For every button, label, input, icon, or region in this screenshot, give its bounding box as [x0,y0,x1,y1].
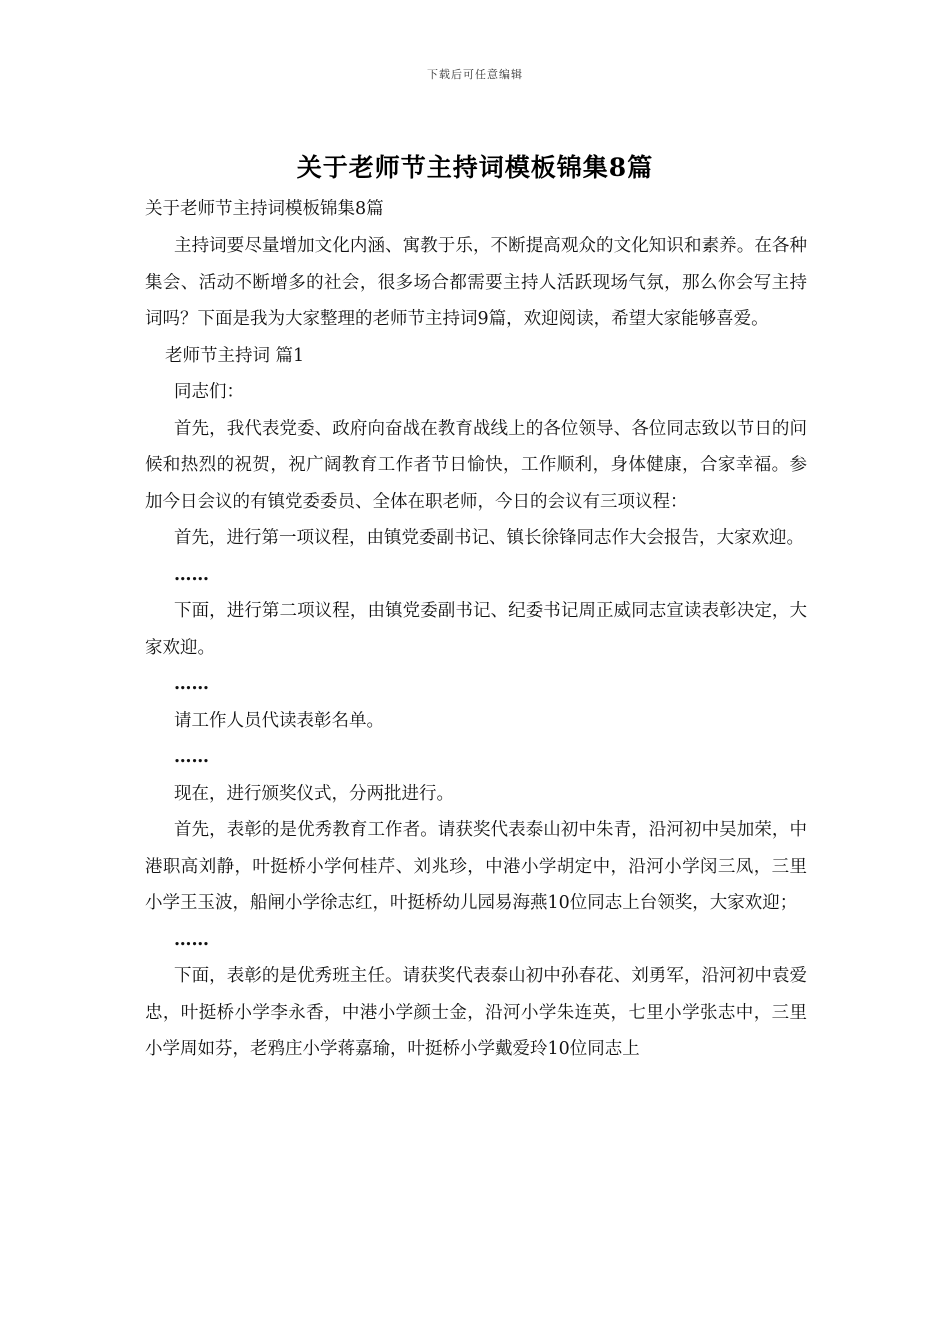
paragraph: 同志们： [174,382,244,402]
ellipsis: …… [174,747,209,767]
paragraph: 现在，进行颁奖仪式，分两批进行。 [174,783,454,804]
paragraph: 首先，表彰的是优秀教育工作者。请获奖代表泰山初中朱青，沿河初中吴加荣，中港职高刘静，叶挺桥小学何桂芹、刘兆珍，中港小学胡定中，沿河小学闵三凤，三里小学王玉波，船闸小学徐志红，叶挺桥幼儿园易海燕10位同志上台领奖，大家欢迎； [145,820,807,913]
section-heading: 老师节主持词 篇1 [165,345,305,366]
document-body [145,196,807,1068]
paragraph: 首先，我代表党委、政府向奋战在教育战线上的各位领导、各位同志致以节日的问候和热烈的祝贺，祝广阔教育工作者节日愉快，工作顺利，身体健康，合家幸福。参加今日会议的有镇党委委员、全体在职老师，今日的会议有三项议程： [145,418,807,512]
ellipsis: …… [174,674,209,694]
ellipsis: …… [174,929,209,950]
intro-paragraph: 主持词要尽量增加文化内涵、寓教于乐，不断提高观众的文化知识和素养。在各种集会、活动不断增多的社会，很多场合都需要主持人活跃现场气氛，那么你会写主持词吗？下面是我为大家整理的老师节主持词9篇，欢迎阅读，希望大家能够喜爱。 [145,236,807,329]
ellipsis: …… [174,564,209,585]
document-title: 关于老师节主持词模板锦集8篇 [296,153,654,182]
document-subtitle: 关于老师节主持词模板锦集8篇 [145,199,384,219]
paragraph: 请工作人员代读表彰名单。 [174,710,384,731]
header-note: 下载后可任意编辑 [427,68,523,81]
paragraph: 首先，进行第一项议程，由镇党委副书记、镇长徐锋同志作大会报告，大家欢迎。 [174,528,804,548]
paragraph: 下面，表彰的是优秀班主任。请获奖代表泰山初中孙春花、刘勇军，沿河初中袁爱忠，叶挺桥小学李永香，中港小学颜士金，沿河小学朱连英，七里小学张志中，三里小学周如芬，老鸦庄小学蒋嘉瑜，叶挺桥小学戴爱玲10位同志上 [145,966,807,1059]
paragraph: 下面，进行第二项议程，由镇党委副书记、纪委书记周正威同志宣读表彰决定，大家欢迎。 [145,601,807,658]
